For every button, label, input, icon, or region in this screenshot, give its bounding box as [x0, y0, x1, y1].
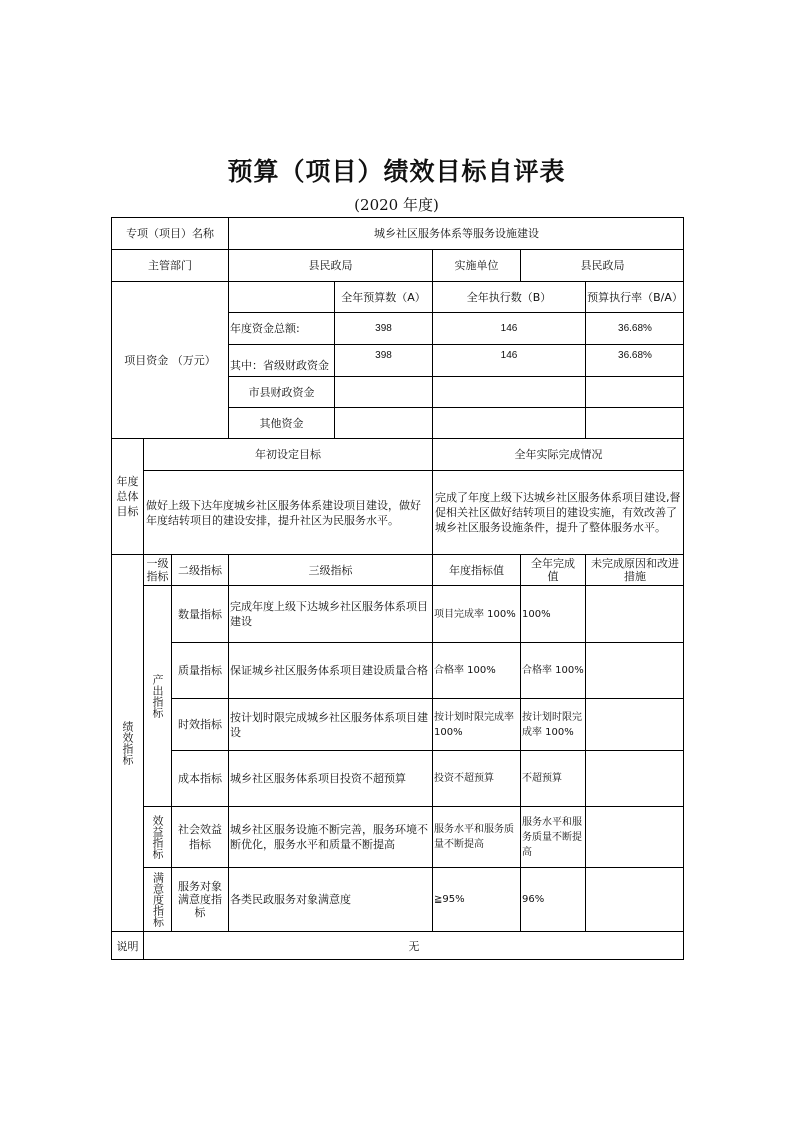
project-name-label: 专项（项目）名称	[111, 217, 228, 249]
perf-level1-output	[143, 585, 171, 806]
impl-unit-value: 县民政局	[520, 249, 684, 281]
perf-row-actual: 按计划时限完成率 100%	[520, 698, 585, 750]
funds-row-other-rate	[585, 407, 684, 438]
perf-level1-satisfaction-text: 满意度指标	[151, 872, 165, 927]
funds-header-executed: 全年执行数（B）	[432, 281, 585, 312]
project-name-value: 城乡社区服务体系等服务设施建设	[228, 217, 684, 249]
perf-row-l2: 时效指标	[171, 698, 228, 750]
perf-header-reason: 未完成原因和改进措施	[585, 554, 684, 585]
funds-row-other-label: 其他资金	[228, 407, 334, 438]
perf-row-l2: 服务对象满意度指标	[171, 867, 228, 931]
perf-row-reason	[585, 642, 684, 698]
funds-header-rate: 预算执行率（B/A）	[585, 281, 684, 312]
annual-goal-set-text: 做好上级下达年度城乡社区服务体系建设项目建设，做好年度结转项目的建设安排，提升社区为民服务水平。	[143, 470, 432, 554]
perf-label	[111, 554, 143, 931]
funds-row-other-executed	[432, 407, 585, 438]
funds-row-provincial-budget: 398	[334, 344, 432, 376]
perf-row-target: ≧95%	[432, 867, 520, 931]
year-subtitle: (2020 年度)	[354, 196, 439, 214]
perf-row-l2: 社会效益指标	[171, 806, 228, 867]
funds-header-blank	[228, 281, 334, 312]
annual-goal-actual-text: 完成了年度上级下达城乡社区服务体系项目建设,督促相关社区做好结转项目的建设实施，有效改善了城乡社区服务设施条件，提升了整体服务水平。	[432, 470, 684, 554]
perf-row-l2: 数量指标	[171, 585, 228, 642]
perf-level1-benefit-text: 效益指标	[151, 815, 164, 859]
perf-row-target: 项目完成率 100%	[432, 585, 520, 642]
annual-goal-header-actual: 全年实际完成情况	[432, 438, 684, 470]
perf-row-reason	[585, 750, 684, 806]
perf-row-target: 按计划时限完成率 100%	[432, 698, 520, 750]
perf-row-l2: 质量指标	[171, 642, 228, 698]
funds-row-provincial-label: 其中：省级财政资金	[228, 344, 334, 376]
perf-header-actual: 全年完成值	[520, 554, 585, 585]
funds-row-local-executed	[432, 376, 585, 407]
perf-header-target: 年度指标值	[432, 554, 520, 585]
funds-row-total-rate: 36.68%	[585, 312, 684, 344]
perf-row-l3: 完成年度上级下达城乡社区服务体系项目建设	[228, 585, 432, 642]
perf-header-level2: 二级指标	[171, 554, 228, 585]
funds-row-total-label: 年度资金总额:	[228, 312, 334, 344]
dept-value: 县民政局	[228, 249, 432, 281]
perf-level1-output-text: 产出指标	[151, 674, 164, 718]
perf-row-target: 合格率 100%	[432, 642, 520, 698]
perf-header-level3: 三级指标	[228, 554, 432, 585]
funds-row-local-label: 市县财政资金	[228, 376, 334, 407]
perf-row-l3: 保证城乡社区服务体系项目建设质量合格	[228, 642, 432, 698]
dept-label: 主管部门	[111, 249, 228, 281]
page-title: 预算（项目）绩效目标自评表	[227, 157, 566, 186]
perf-label-text: 绩效指标	[121, 721, 134, 765]
annual-goal-label: 年度总体目标	[111, 438, 143, 554]
perf-row-l3: 各类民政服务对象满意度	[228, 867, 432, 931]
funds-header-budget: 全年预算数（A）	[334, 281, 432, 312]
perf-row-actual: 96%	[520, 867, 585, 931]
perf-row-target: 服务水平和服务质量不断提高	[432, 806, 520, 867]
funds-row-total-budget: 398	[334, 312, 432, 344]
perf-level1-benefit	[143, 806, 171, 867]
perf-row-l2: 成本指标	[171, 750, 228, 806]
perf-row-target: 投资不超预算	[432, 750, 520, 806]
perf-row-actual: 服务水平和服务质量不断提高	[520, 806, 585, 867]
perf-row-reason	[585, 806, 684, 867]
note-label: 说明	[111, 931, 143, 960]
annual-goal-header-set: 年初设定目标	[143, 438, 432, 470]
perf-row-actual: 100%	[520, 585, 585, 642]
perf-header-level1: 一级指标	[143, 554, 171, 585]
note-value: 无	[143, 931, 684, 960]
perf-row-reason	[585, 867, 684, 931]
funds-row-total-executed: 146	[432, 312, 585, 344]
perf-row-l3: 城乡社区服务设施不断完善，服务环境不断优化，服务水平和质量不断提高	[228, 806, 432, 867]
funds-row-other-budget	[334, 407, 432, 438]
perf-row-reason	[585, 698, 684, 750]
perf-row-actual: 合格率 100%	[520, 642, 585, 698]
perf-row-actual: 不超预算	[520, 750, 585, 806]
perf-row-l3: 按计划时限完成城乡社区服务体系项目建设	[228, 698, 432, 750]
impl-unit-label: 实施单位	[432, 249, 520, 281]
funds-row-local-budget	[334, 376, 432, 407]
perf-level1-satisfaction	[143, 867, 171, 931]
perf-row-l3: 城乡社区服务体系项目投资不超预算	[228, 750, 432, 806]
funds-row-local-rate	[585, 376, 684, 407]
funds-label: 项目资金 （万元）	[111, 281, 228, 438]
perf-row-reason	[585, 585, 684, 642]
funds-row-provincial-rate: 36.68%	[585, 344, 684, 376]
funds-row-provincial-executed: 146	[432, 344, 585, 376]
